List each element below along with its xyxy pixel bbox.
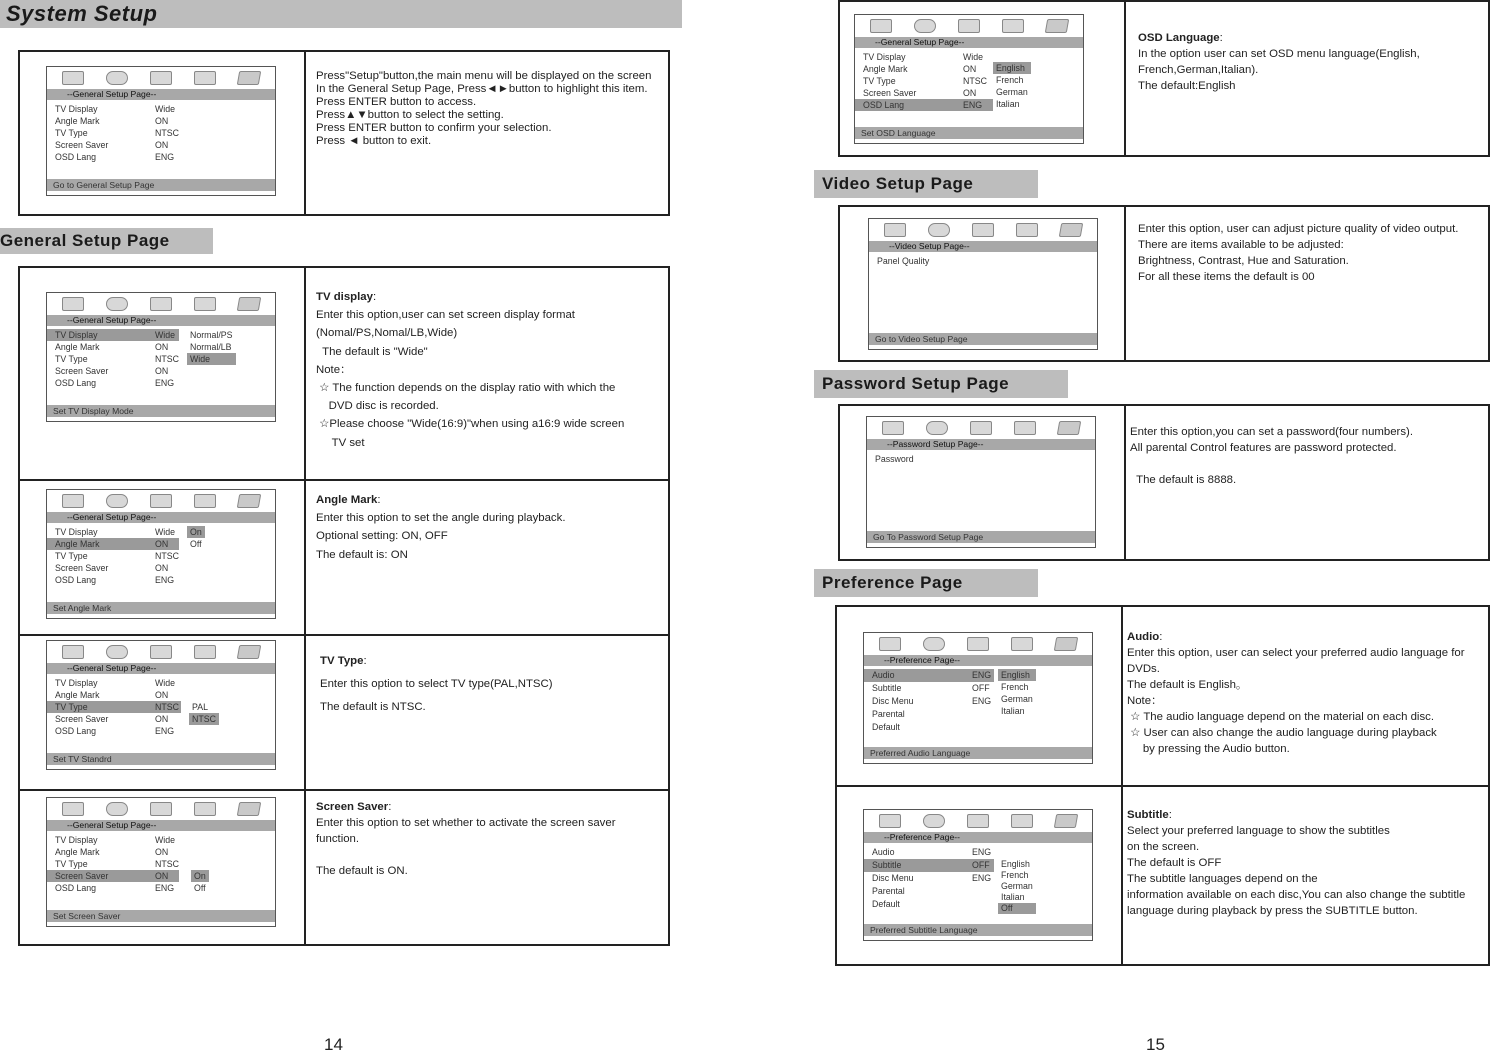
- menu-item-label: Parental: [872, 886, 905, 896]
- row-audio-preference: --Preference Page-- Audio ENG Subtitle OFF Disc Menu ENG Parental Default English French German Italian Preferred Audio Language Audio: Enter this option, user can select your preferred audio language for DVDs. The default is English。 Note： ☆ The audio language depend on the material on each disc. ☆ User can also change the audio language during playback by pressing the Audio button.: [835, 605, 1490, 787]
- description-text: (Nomal/PS,Nomal/LB,Wide): [316, 327, 458, 340]
- menu-item-label: TV Type: [863, 76, 896, 86]
- description-text: The default is OFF: [1127, 857, 1222, 869]
- description-text: Enter this option to set whether to activate the screen saver function.: [316, 817, 616, 845]
- option-title: OSD Language: [1138, 32, 1220, 44]
- option-item-selected: English: [998, 669, 1036, 681]
- option-item-selected: English: [993, 62, 1031, 74]
- lock-icon: [958, 19, 980, 33]
- menu-item-label: TV Type: [55, 354, 88, 364]
- menu-item-value: Wide: [155, 835, 176, 845]
- menu-footer: Set TV Standrd: [47, 753, 275, 765]
- preference-icon: [194, 297, 216, 311]
- screen-tv-display: [46, 292, 276, 422]
- menu-item-value: ON: [155, 871, 169, 881]
- description-text: Enter this option to select TV type(PAL,NTSC): [320, 678, 553, 690]
- menu-item-value: ENG: [155, 883, 175, 893]
- menu-item-value: ON: [155, 116, 169, 126]
- option-item: PAL: [192, 702, 208, 712]
- note-label: Note：: [316, 363, 352, 376]
- menu-item-value: ENG: [972, 873, 992, 883]
- menu-item-value: NTSC: [155, 702, 179, 712]
- description-text: For all these items the default is 00: [1138, 271, 1315, 283]
- option-item: German: [1001, 694, 1033, 704]
- lock-icon: [150, 494, 172, 508]
- menu-item-label: TV Display: [55, 527, 98, 537]
- description-text: The default is: ON: [316, 548, 408, 561]
- exit-icon: [1054, 814, 1078, 828]
- menu-footer: Set OSD Language: [855, 127, 1083, 139]
- menu-item-value: Wide: [155, 678, 176, 688]
- audio-icon: [923, 637, 945, 651]
- instruction-text: Press ENTER button to confirm your selection.: [316, 122, 552, 134]
- row-angle-mark: --General Setup Page-- TV Display Wide Angle Mark ON TV Type NTSC Screen Saver ON OSD Lang ENG On Off Set Angle Mark Angle Mark: Enter this option to set the angle during playback. Optional setting: ON, OFF The default is: ON: [18, 479, 670, 636]
- general-icon: [879, 814, 901, 828]
- spacer-text: [1130, 456, 1478, 472]
- preference-icon: [1014, 421, 1036, 435]
- menu-item-value: NTSC: [963, 76, 987, 86]
- option-item: Off: [194, 883, 206, 893]
- menu-item-value: ON: [963, 88, 977, 98]
- screen-main-menu: [46, 66, 276, 196]
- lock-icon: [150, 802, 172, 816]
- section-title-video-setup: Video Setup Page: [814, 170, 1038, 198]
- menu-item-label: OSD Lang: [55, 883, 97, 893]
- row-subtitle-preference: --Preference Page-- Audio ENG Subtitle OFF Disc Menu ENG Parental Default English French German Italian Off Preferred Subtitle Language Subtitle: Select your preferred language to show the subtitles on the screen. The default is OFF The subtitle languages depend on the information available on each disc,You can also change the subtitle language during playback by press the SUBTITLE button.: [835, 785, 1490, 966]
- menu-item-label: Disc Menu: [872, 696, 914, 706]
- note-text: ☆ User can also change the audio language during playback: [1127, 727, 1437, 739]
- option-title: TV Type: [320, 655, 364, 667]
- option-title: Screen Saver: [316, 801, 389, 813]
- menu-footer: Preferred Audio Language: [864, 747, 1092, 759]
- menu-item-label: Password: [875, 454, 914, 464]
- menu-item-label: Angle Mark: [55, 116, 100, 126]
- description-text: Enter this option,user can set screen display format: [316, 309, 575, 322]
- note-text: TV set: [316, 436, 365, 449]
- instruction-text: Press"Setup"button,the main menu will be displayed on the screen: [316, 70, 652, 82]
- menu-item-label: Parental: [872, 709, 905, 719]
- row-password-setup: [838, 404, 1490, 561]
- menu-footer: Preferred Subtitle Language: [864, 924, 1092, 936]
- menu-item-value: ENG: [963, 100, 983, 110]
- menu-item-label: OSD Lang: [55, 152, 97, 162]
- exit-icon: [237, 802, 261, 816]
- menu-header: --Password Setup Page--: [867, 439, 1095, 450]
- menu-item-value: Wide: [155, 527, 176, 537]
- menu-item-value: ON: [155, 140, 169, 150]
- description-text: on the screen.: [1127, 841, 1200, 853]
- description-text: All parental Control features are password protected.: [1130, 442, 1397, 454]
- menu-header: --General Setup Page--: [47, 512, 275, 523]
- menu-item-value: ON: [155, 563, 169, 573]
- menu-header: --General Setup Page--: [47, 89, 275, 100]
- option-title: Audio: [1127, 631, 1160, 643]
- option-title: Subtitle: [1127, 809, 1169, 821]
- instruction-text: Press ENTER button to access.: [316, 96, 477, 108]
- menu-item-label: Screen Saver: [55, 563, 109, 573]
- general-icon: [884, 223, 906, 237]
- menu-item-value: Wide: [963, 52, 984, 62]
- menu-item-value: ENG: [972, 696, 992, 706]
- menu-item-label: TV Type: [55, 702, 88, 712]
- spacer-text: [316, 847, 658, 863]
- menu-footer: Set Angle Mark: [47, 602, 275, 614]
- menu-header: --General Setup Page--: [47, 315, 275, 326]
- description-text: The default:English: [1138, 80, 1236, 92]
- menu-item-label: TV Type: [55, 859, 88, 869]
- menu-item-value: ON: [155, 342, 169, 352]
- description-text: Enter this option to set the angle during playback.: [316, 512, 566, 525]
- menu-item-label: Screen Saver: [55, 871, 109, 881]
- menu-item-value: OFF: [972, 683, 990, 693]
- menu-item-value: ENG: [155, 726, 175, 736]
- menu-item-value: NTSC: [155, 551, 179, 561]
- description-text: The default is 8888.: [1130, 474, 1237, 486]
- menu-item-label: Disc Menu: [872, 873, 914, 883]
- menu-item-value: ON: [155, 690, 169, 700]
- menu-item-label: Subtitle: [872, 683, 902, 693]
- option-item: Italian: [996, 99, 1020, 109]
- section-title-system-setup: System Setup: [0, 0, 682, 28]
- menu-item-value: NTSC: [155, 354, 179, 364]
- option-item: Italian: [1001, 892, 1025, 902]
- menu-item-label: Angle Mark: [863, 64, 908, 74]
- option-item: French: [1001, 682, 1029, 692]
- option-item: English: [1001, 859, 1030, 869]
- row-tv-type: --General Setup Page-- TV Display Wide Angle Mark ON TV Type NTSC Screen Saver ON OSD Lang ENG PAL NTSC Set TV Standrd TV Type: Enter this option to select TV type(PAL,NTSC) The default is NTSC.: [18, 634, 670, 791]
- menu-header: --General Setup Page--: [47, 663, 275, 674]
- menu-item-value: ENG: [972, 847, 992, 857]
- menu-item-value: ENG: [972, 670, 992, 680]
- menu-item-value: ENG: [155, 575, 175, 585]
- preference-icon: [1011, 814, 1033, 828]
- preference-icon: [194, 645, 216, 659]
- option-item: Normal/PS: [190, 330, 233, 340]
- description-text: information available on each disc,You can also change the subtitle language during playback by press the SUBTITLE button.: [1127, 889, 1466, 917]
- menu-item-label: Screen Saver: [55, 366, 109, 376]
- option-item-selected: On: [191, 870, 209, 882]
- note-text: ☆ The function depends on the display ratio with which the: [316, 382, 616, 395]
- general-icon: [870, 19, 892, 33]
- menu-item-value: NTSC: [155, 859, 179, 869]
- menu-item-label: Screen Saver: [55, 714, 109, 724]
- note-text: ☆Please choose "Wide(16:9)"when using a16:9 wide screen: [316, 418, 625, 431]
- menu-item-value: ON: [155, 714, 169, 724]
- menu-item-label: Angle Mark: [55, 847, 100, 857]
- menu-item-value: Wide: [155, 330, 176, 340]
- menu-item-value: NTSC: [155, 128, 179, 138]
- exit-icon: [1054, 637, 1078, 651]
- option-title: Angle Mark: [316, 494, 378, 506]
- exit-icon: [237, 645, 261, 659]
- exit-icon: [237, 297, 261, 311]
- option-item: Italian: [1001, 706, 1025, 716]
- lock-icon: [150, 71, 172, 85]
- audio-icon: [106, 71, 128, 85]
- menu-item-label: TV Display: [55, 678, 98, 688]
- menu-item-value: ON: [155, 366, 169, 376]
- option-item-selected: Wide: [187, 353, 236, 365]
- preference-icon: [194, 802, 216, 816]
- exit-icon: [237, 494, 261, 508]
- section-title-general-setup: General Setup Page: [0, 228, 213, 254]
- exit-icon: [1059, 223, 1083, 237]
- menu-item-value: Wide: [155, 104, 176, 114]
- menu-header: --General Setup Page--: [47, 820, 275, 831]
- preference-icon: [1016, 223, 1038, 237]
- exit-icon: [1045, 19, 1069, 33]
- menu-item-label: TV Display: [55, 835, 98, 845]
- description-text: In the option user can set OSD menu language(English, French,German,Italian).: [1138, 48, 1420, 76]
- menu-item-label: Panel Quality: [877, 256, 930, 266]
- screen-video-setup: [868, 218, 1098, 350]
- description-text: The default is "Wide": [316, 345, 428, 358]
- menu-footer: Set Screen Saver: [47, 910, 275, 922]
- menu-item-label: TV Type: [55, 128, 88, 138]
- audio-icon: [106, 494, 128, 508]
- lock-icon: [970, 421, 992, 435]
- note-text: ☆ The audio language depend on the material on each disc.: [1127, 711, 1435, 723]
- screen-password-setup: [866, 416, 1096, 548]
- option-title: TV display: [316, 291, 373, 303]
- lock-icon: [972, 223, 994, 237]
- instruction-text: Press ◄ button to exit.: [316, 135, 432, 147]
- note-text: by pressing the Audio button.: [1127, 743, 1290, 755]
- preference-icon: [194, 71, 216, 85]
- description-text: The default is ON.: [316, 865, 408, 877]
- menu-item-label: OSD Lang: [55, 378, 97, 388]
- menu-item-label: OSD Lang: [863, 100, 905, 110]
- menu-item-label: TV Display: [55, 104, 98, 114]
- option-item: French: [996, 75, 1024, 85]
- menu-item-label: Audio: [872, 670, 895, 680]
- general-icon: [879, 637, 901, 651]
- description-text: Select your preferred language to show the subtitles: [1127, 825, 1390, 837]
- row-main-menu: [18, 50, 670, 216]
- lock-icon: [150, 645, 172, 659]
- menu-footer: Go to General Setup Page: [47, 179, 275, 191]
- general-icon: [882, 421, 904, 435]
- exit-icon: [1057, 421, 1081, 435]
- description-text: Enter this option, user can adjust picture quality of video output. There are items available to be adjusted:: [1138, 223, 1459, 251]
- menu-footer: Go To Password Setup Page: [867, 531, 1095, 543]
- menu-item-value: ENG: [155, 152, 175, 162]
- audio-icon: [914, 19, 936, 33]
- menu-item-value: ON: [155, 539, 169, 549]
- option-item-selected: NTSC: [189, 713, 219, 725]
- exit-icon: [237, 71, 261, 85]
- description-text: The default is NTSC.: [320, 701, 426, 713]
- option-item: Normal/LB: [190, 342, 232, 352]
- menu-item-label: Angle Mark: [55, 539, 100, 549]
- description-text: The default is English。: [1127, 679, 1248, 691]
- note-label: Note：: [1127, 695, 1163, 707]
- lock-icon: [150, 297, 172, 311]
- option-item: Off: [190, 539, 202, 549]
- preference-icon: [1011, 637, 1033, 651]
- general-icon: [62, 71, 84, 85]
- row-video-setup: [838, 205, 1490, 362]
- row-tv-display: --General Setup Page-- TV Display Wide Angle Mark ON TV Type NTSC Screen Saver ON OSD Lang ENG Normal/PS Normal/LB Wide Set TV Display Mode TV display: Enter this option,user can set screen display format (Nomal/PS,Nomal/LB,Wide) The default is "Wide" Note： ☆ The function depends on the display ratio with which the DVD disc is recorded. ☆Please choose "Wide(16:9)"when using a16:9 wide screen TV set: [18, 266, 670, 481]
- menu-item-label: TV Type: [55, 551, 88, 561]
- option-item: German: [1001, 881, 1033, 891]
- instruction-text: Press▲▼button to select the setting.: [316, 109, 504, 121]
- description-text: Brightness, Contrast, Hue and Saturation.: [1138, 255, 1349, 267]
- menu-item-label: TV Display: [863, 52, 906, 62]
- lock-icon: [967, 637, 989, 651]
- description-text: Enter this option,you can set a password(four numbers).: [1130, 426, 1414, 438]
- page-number-left: 14: [324, 1035, 343, 1051]
- general-icon: [62, 802, 84, 816]
- section-title-preference: Preference Page: [814, 569, 1038, 597]
- lock-icon: [967, 814, 989, 828]
- menu-item-label: Angle Mark: [55, 342, 100, 352]
- menu-item-label: Default: [872, 899, 900, 909]
- audio-icon: [106, 645, 128, 659]
- menu-header: --General Setup Page--: [855, 37, 1083, 48]
- instruction-text: In the General Setup Page, Press◄►button to highlight this item.: [316, 83, 648, 95]
- section-title-password-setup: Password Setup Page: [814, 370, 1068, 398]
- menu-header: --Preference Page--: [864, 655, 1092, 666]
- option-item-selected: On: [187, 526, 205, 538]
- menu-header: --Video Setup Page--: [869, 241, 1097, 252]
- menu-item-label: Default: [872, 722, 900, 732]
- screen-angle-mark: [46, 489, 276, 619]
- menu-item-value: OFF: [972, 860, 990, 870]
- general-icon: [62, 494, 84, 508]
- menu-item-label: Screen Saver: [863, 88, 917, 98]
- row-screen-saver: --General Setup Page-- TV Display Wide Angle Mark ON TV Type NTSC Screen Saver ON OSD Lang ENG On Off Set Screen Saver Screen Saver: Enter this option to set whether to activate the screen saver function. The default is ON.: [18, 789, 670, 946]
- row-osd-language: --General Setup Page-- TV Display Wide Angle Mark ON TV Type NTSC Screen Saver ON OSD Lang ENG English French German Italian Set OSD Language OSD Language: In the option user can set OSD menu language(English, French,German,Italian). The default:English: [838, 0, 1490, 157]
- option-item: French: [1001, 870, 1029, 880]
- menu-item-value: ENG: [155, 378, 175, 388]
- audio-icon: [923, 814, 945, 828]
- menu-header: --Preference Page--: [864, 832, 1092, 843]
- screen-audio-preference: [863, 632, 1093, 764]
- screen-subtitle-preference: [863, 809, 1093, 941]
- screen-osd-language: [854, 14, 1084, 144]
- option-item: German: [996, 87, 1028, 97]
- menu-item-label: OSD Lang: [55, 575, 97, 585]
- general-icon: [62, 645, 84, 659]
- option-item-selected: Off: [998, 903, 1036, 914]
- audio-icon: [926, 421, 948, 435]
- audio-icon: [106, 297, 128, 311]
- general-icon: [62, 297, 84, 311]
- menu-item-value: ON: [155, 847, 169, 857]
- description-text: The subtitle languages depend on the: [1127, 873, 1318, 885]
- description-text: Enter this option, user can select your preferred audio language for DVDs.: [1127, 647, 1465, 675]
- screen-screen-saver: [46, 797, 276, 927]
- menu-item-label: OSD Lang: [55, 726, 97, 736]
- preference-icon: [194, 494, 216, 508]
- menu-footer: Set TV Display Mode: [47, 405, 275, 417]
- audio-icon: [928, 223, 950, 237]
- menu-item-value: ON: [963, 64, 977, 74]
- screen-tv-type: [46, 640, 276, 770]
- page-number-right: 15: [1146, 1035, 1165, 1051]
- menu-item-label: TV Display: [55, 330, 98, 340]
- preference-icon: [1002, 19, 1024, 33]
- menu-item-label: Screen Saver: [55, 140, 109, 150]
- note-text: DVD disc is recorded.: [316, 400, 439, 413]
- menu-item-label: Subtitle: [872, 860, 902, 870]
- audio-icon: [106, 802, 128, 816]
- menu-item-label: Audio: [872, 847, 895, 857]
- menu-item-label: Angle Mark: [55, 690, 100, 700]
- description-text: Optional setting: ON, OFF: [316, 530, 448, 543]
- menu-footer: Go to Video Setup Page: [869, 333, 1097, 345]
